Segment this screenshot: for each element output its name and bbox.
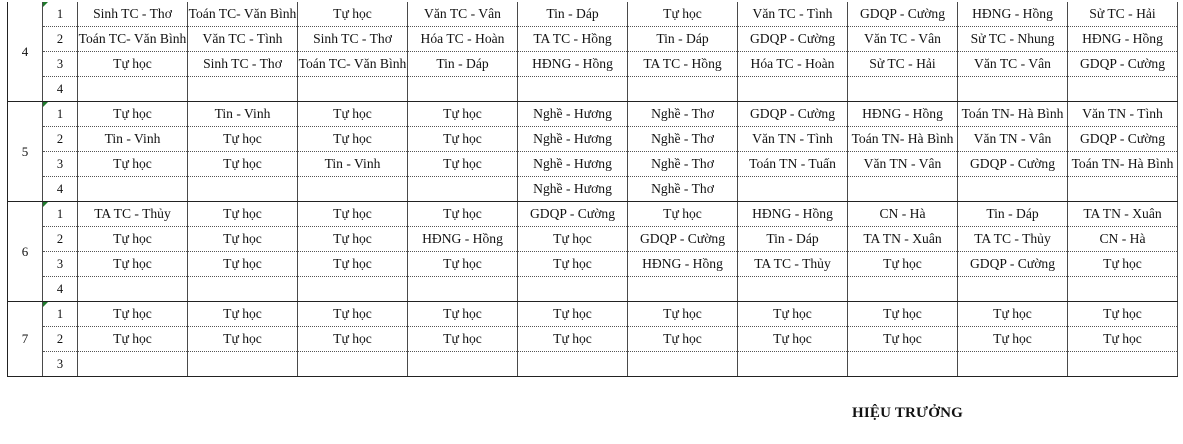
schedule-cell: Tự học: [848, 252, 958, 277]
table-row: [8, 127, 1178, 152]
schedule-cell: Văn TC - Vân: [848, 27, 958, 52]
schedule-cell: TA TN - Xuân: [1068, 202, 1178, 227]
principal-signature-title: HIỆU TRƯỞNG: [852, 405, 963, 421]
schedule-cell: Tự học: [628, 302, 738, 327]
table-row: [8, 302, 1178, 327]
schedule-cell: [518, 77, 628, 102]
schedule-cell: Sinh TC - Thơ: [188, 52, 298, 77]
schedule-cell: [738, 77, 848, 102]
schedule-cell: [188, 77, 298, 102]
schedule-cell: Nghề - Thơ: [628, 127, 738, 152]
schedule-cell: Sử TC - Hải: [1068, 2, 1178, 27]
schedule-cell: Tự học: [298, 102, 408, 127]
table-row: [8, 177, 1178, 202]
schedule-cell: Văn TC - Vân: [958, 52, 1068, 77]
schedule-cell: Nghề - Hương: [518, 127, 628, 152]
table-row: [8, 102, 1178, 127]
schedule-cell: [628, 352, 738, 377]
schedule-cell: [848, 352, 958, 377]
schedule-cell: Tự học: [188, 152, 298, 177]
schedule-cell: [408, 277, 518, 302]
schedule-cell: Tự học: [78, 52, 188, 77]
schedule-cell: Tự học: [78, 102, 188, 127]
schedule-cell: Tự học: [78, 152, 188, 177]
schedule-cell: Tự học: [738, 302, 848, 327]
schedule-cell: GDQP - Cường: [958, 152, 1068, 177]
day-label: 4: [8, 2, 43, 102]
schedule-cell: [958, 277, 1068, 302]
schedule-cell: [848, 177, 958, 202]
schedule-cell: Nghề - Hương: [518, 152, 628, 177]
schedule-cell: GDQP - Cường: [848, 2, 958, 27]
schedule-cell: [188, 277, 298, 302]
schedule-cell: [188, 177, 298, 202]
schedule-cell: Hóa TC - Hoàn: [738, 52, 848, 77]
period-number: 3: [43, 252, 78, 277]
schedule-cell: Tự học: [738, 327, 848, 352]
schedule-cell: Tự học: [958, 302, 1068, 327]
period-number: 1: [43, 302, 78, 327]
schedule-cell: [188, 352, 298, 377]
schedule-cell: Văn TN - Vân: [958, 127, 1068, 152]
schedule-cell: [738, 277, 848, 302]
period-number: 2: [43, 327, 78, 352]
schedule-cell: Văn TN - Tình: [738, 127, 848, 152]
schedule-cell: [518, 277, 628, 302]
schedule-cell: Sử TC - Nhung: [958, 27, 1068, 52]
schedule-cell: Tự học: [298, 227, 408, 252]
schedule-cell: Nghề - Hương: [518, 177, 628, 202]
schedule-cell: Tự học: [188, 127, 298, 152]
period-number: 2: [43, 227, 78, 252]
schedule-cell: TA TC - Thủy: [958, 227, 1068, 252]
schedule-cell: HĐNG - Hồng: [738, 202, 848, 227]
schedule-cell: Sinh TC - Thơ: [78, 2, 188, 27]
schedule-cell: Tự học: [188, 327, 298, 352]
schedule-cell: Tự học: [298, 127, 408, 152]
period-number: 2: [43, 27, 78, 52]
schedule-cell: GDQP - Cường: [738, 27, 848, 52]
schedule-cell: [848, 77, 958, 102]
schedule-cell: GDQP - Cường: [958, 252, 1068, 277]
schedule-cell: [78, 352, 188, 377]
schedule-cell: Tự học: [188, 202, 298, 227]
schedule-cell: Tự học: [518, 302, 628, 327]
period-number: 3: [43, 152, 78, 177]
schedule-cell: CN - Hà: [848, 202, 958, 227]
schedule-cell: GDQP - Cường: [1068, 52, 1178, 77]
schedule-cell: [1068, 277, 1178, 302]
schedule-cell: [958, 352, 1068, 377]
schedule-cell: [628, 277, 738, 302]
schedule-cell: Nghề - Thơ: [628, 177, 738, 202]
period-number: 4: [43, 277, 78, 302]
schedule-cell: Tự học: [628, 327, 738, 352]
schedule-cell: Văn TC - Vân: [408, 2, 518, 27]
day-label: 5: [8, 102, 43, 202]
table-row: [8, 202, 1178, 227]
schedule-cell: Tự học: [78, 302, 188, 327]
schedule-cell: Tin - Vinh: [78, 127, 188, 152]
schedule-cell: Tự học: [188, 302, 298, 327]
schedule-cell: Tự học: [518, 327, 628, 352]
schedule-cell: HĐNG - Hồng: [1068, 27, 1178, 52]
table-row: [8, 152, 1178, 177]
schedule-cell: [848, 277, 958, 302]
schedule-cell: [408, 352, 518, 377]
schedule-cell: [518, 352, 628, 377]
schedule-cell: Tự học: [518, 227, 628, 252]
period-number: 3: [43, 352, 78, 377]
period-number: 1: [43, 102, 78, 127]
schedule-cell: Tự học: [408, 102, 518, 127]
period-number: 4: [43, 177, 78, 202]
schedule-cell: TA TC - Thủy: [738, 252, 848, 277]
schedule-cell: TA TC - Thủy: [78, 202, 188, 227]
table-row: [8, 77, 1178, 102]
schedule-cell: HĐNG - Hồng: [518, 52, 628, 77]
schedule-cell: Tự học: [78, 252, 188, 277]
schedule-cell: Tin - Dáp: [738, 227, 848, 252]
schedule-cell: Sinh TC - Thơ: [298, 27, 408, 52]
schedule-cell: [1068, 77, 1178, 102]
schedule-cell: Hóa TC - Hoàn: [408, 27, 518, 52]
table-row: [8, 2, 1178, 27]
schedule-cell: Nghề - Thơ: [628, 152, 738, 177]
schedule-cell: [408, 77, 518, 102]
schedule-cell: GDQP - Cường: [738, 102, 848, 127]
schedule-cell: [738, 352, 848, 377]
schedule-cell: Toán TC- Văn Bình: [298, 52, 408, 77]
table-row: [8, 252, 1178, 277]
schedule-cell: Tự học: [958, 327, 1068, 352]
schedule-cell: Tin - Vinh: [298, 152, 408, 177]
schedule-cell: [298, 77, 408, 102]
schedule-cell: Toán TN- Hà Bình: [1068, 152, 1178, 177]
period-number: 2: [43, 127, 78, 152]
schedule-cell: Tự học: [408, 302, 518, 327]
table-row: [8, 327, 1178, 352]
period-number: 1: [43, 202, 78, 227]
schedule-cell: Tự học: [408, 152, 518, 177]
table-row: [8, 227, 1178, 252]
schedule-cell: Văn TN - Tình: [1068, 102, 1178, 127]
schedule-cell: [628, 77, 738, 102]
schedule-cell: Sử TC - Hải: [848, 52, 958, 77]
schedule-cell: Tự học: [1068, 302, 1178, 327]
day-label: 7: [8, 302, 43, 377]
schedule-cell: Toán TN- Hà Bình: [848, 127, 958, 152]
schedule-cell: HĐNG - Hồng: [848, 102, 958, 127]
schedule-cell: Tin - Dáp: [518, 2, 628, 27]
schedule-cell: Tự học: [188, 252, 298, 277]
schedule-cell: Văn TN - Vân: [848, 152, 958, 177]
schedule-cell: Tự học: [78, 327, 188, 352]
schedule-cell: [298, 277, 408, 302]
schedule-cell: TA TC - Hồng: [628, 52, 738, 77]
period-number: 1: [43, 2, 78, 27]
schedule-cell: [78, 77, 188, 102]
schedule-cell: GDQP - Cường: [628, 227, 738, 252]
schedule-cell: [78, 177, 188, 202]
schedule-cell: Tự học: [298, 2, 408, 27]
schedule-cell: [298, 177, 408, 202]
schedule-cell: Tự học: [408, 252, 518, 277]
table-row: [8, 277, 1178, 302]
schedule-cell: HĐNG - Hồng: [628, 252, 738, 277]
schedule-cell: HĐNG - Hồng: [408, 227, 518, 252]
schedule-cell: [408, 177, 518, 202]
schedule-cell: TA TC - Hồng: [518, 27, 628, 52]
schedule-cell: Toán TC- Văn Bình: [188, 2, 298, 27]
timetable: [7, 2, 1178, 377]
schedule-cell: Văn TC - Tình: [188, 27, 298, 52]
schedule-cell: Toán TC- Văn Bình: [78, 27, 188, 52]
schedule-cell: Tin - Dáp: [628, 27, 738, 52]
schedule-cell: Tự học: [298, 202, 408, 227]
schedule-cell: Văn TC - Tình: [738, 2, 848, 27]
schedule-cell: GDQP - Cường: [1068, 127, 1178, 152]
schedule-cell: [78, 277, 188, 302]
schedule-cell: TA TN - Xuân: [848, 227, 958, 252]
schedule-cell: Tin - Dáp: [958, 202, 1068, 227]
schedule-cell: Toán TN - Tuấn: [738, 152, 848, 177]
schedule-cell: Tự học: [628, 2, 738, 27]
schedule-cell: CN - Hà: [1068, 227, 1178, 252]
schedule-cell: Tin - Vinh: [188, 102, 298, 127]
schedule-cell: Tự học: [298, 327, 408, 352]
day-label: 6: [8, 202, 43, 302]
schedule-cell: Nghề - Hương: [518, 102, 628, 127]
schedule-cell: Nghề - Thơ: [628, 102, 738, 127]
schedule-cell: Tin - Dáp: [408, 52, 518, 77]
schedule-cell: Tự học: [518, 252, 628, 277]
schedule-cell: Tự học: [298, 302, 408, 327]
schedule-cell: HĐNG - Hồng: [958, 2, 1068, 27]
schedule-cell: [1068, 352, 1178, 377]
schedule-cell: Tự học: [188, 227, 298, 252]
schedule-cell: Tự học: [848, 327, 958, 352]
schedule-cell: Tự học: [408, 202, 518, 227]
table-row: [8, 352, 1178, 377]
schedule-cell: [958, 177, 1068, 202]
schedule-cell: Tự học: [1068, 327, 1178, 352]
schedule-cell: Tự học: [408, 327, 518, 352]
schedule-cell: Tự học: [298, 252, 408, 277]
schedule-cell: [738, 177, 848, 202]
schedule-cell: GDQP - Cường: [518, 202, 628, 227]
schedule-cell: Tự học: [628, 202, 738, 227]
schedule-cell: Tự học: [1068, 252, 1178, 277]
schedule-cell: [958, 77, 1068, 102]
schedule-cell: [298, 352, 408, 377]
schedule-cell: Tự học: [848, 302, 958, 327]
period-number: 3: [43, 52, 78, 77]
schedule-cell: Tự học: [408, 127, 518, 152]
schedule-cell: Toán TN- Hà Bình: [958, 102, 1068, 127]
period-number: 4: [43, 77, 78, 102]
table-row: [8, 52, 1178, 77]
schedule-cell: [1068, 177, 1178, 202]
table-row: [8, 27, 1178, 52]
schedule-cell: Tự học: [78, 227, 188, 252]
